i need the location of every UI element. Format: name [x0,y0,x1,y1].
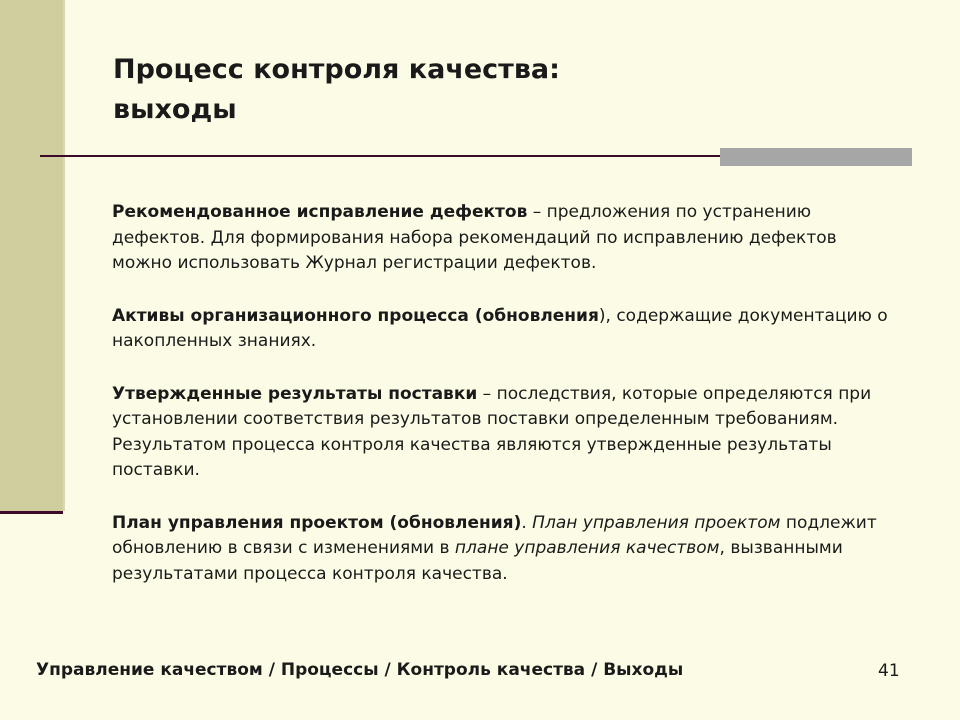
slide-body [112,200,902,614]
paragraph-text: ), содержащие документацию о накопленных знаниях. [112,305,888,351]
slide-title-line-2: выходы [113,94,237,125]
paragraph-text: , вызванными результатами процесса контроля качества. [112,538,843,584]
paragraph-project-management-plan [112,511,902,588]
sidebar-bottom-rule [0,511,63,514]
slide-title [113,50,713,130]
left-sidebar-bar [0,0,65,511]
page-number: 41 [878,661,900,681]
italic-term: плане управления качеством [454,538,720,558]
paragraph-text: – предложения по устранению дефектов. Для формирования набора рекомендаций по исправлению дефектов можно использовать Журнал регистрации дефектов. [112,202,837,273]
paragraph-text: – последствия, которые определяются при установлении соответствия результатов поставки определенным требованиям. Результатом процесса контроля качества являются утвержденные результаты поставки. [112,383,872,480]
paragraph-validated-deliverables [112,382,902,484]
term-recommended-defect-repair: Рекомендованное исправление дефектов [112,202,528,222]
title-accent-bar [720,148,912,166]
italic-term: План управления проектом [532,512,781,533]
paragraph-org-process-assets [112,304,902,355]
paragraph-recommended-defect-repair [112,200,902,277]
term-org-process-assets: Активы организационного процесса (обновления [112,305,599,326]
paragraph-text: . [521,512,533,533]
paragraph-text: подлежит обновлению в связи с изменениями в [112,512,877,558]
footer-breadcrumb: Управление качеством / Процессы / Контроль качества / Выходы [36,660,684,680]
term-validated-deliverables: Утвержденные результаты поставки [112,383,478,404]
slide-title-line-1: Процесс контроля качества: [113,54,560,85]
term-project-management-plan: План управления проектом (обновления) [112,512,522,533]
